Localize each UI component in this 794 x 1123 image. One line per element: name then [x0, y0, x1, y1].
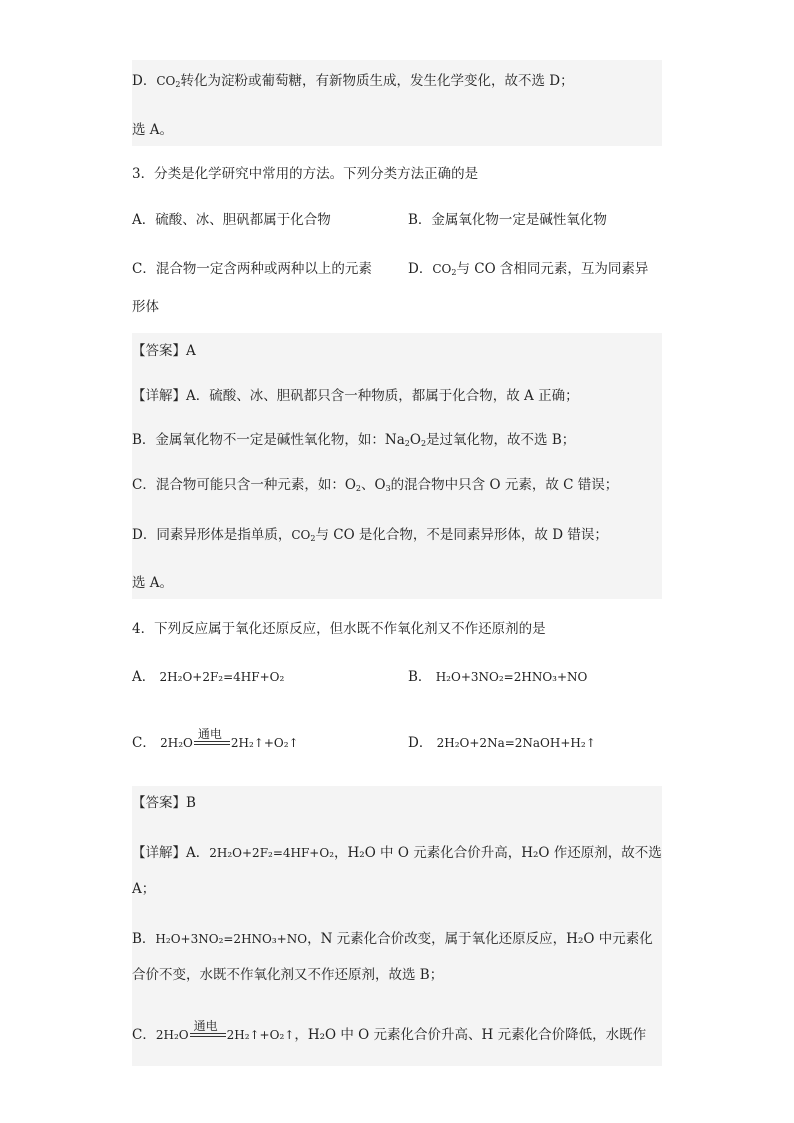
reaction-arrow: 通电	[190, 1030, 226, 1042]
select-line: 选 A。	[132, 122, 174, 138]
option-d: D．$CO_2$与 CO 含相同元素，互为同素异	[408, 261, 649, 277]
question-4-stem: 4．下列反应属于氧化还原反应，但水既不作氧化剂又不作还原剂的是	[132, 621, 546, 637]
question-4-options-cd	[132, 726, 662, 754]
detail-line: 【详解】A．2H₂O+2F₂=4HF+O₂，H₂O 中 O 元素化合价升高，H₂O 作还原剂，故不选	[132, 845, 662, 861]
answer-label: 【答案】A	[132, 343, 196, 359]
explanation-line: D．$CO_2$转化为淀粉或葡萄糖，有新物质生成，发生化学变化，故不选 D；	[132, 73, 574, 89]
question-3-stem: 3．分类是化学研究中常用的方法。下列分类方法正确的是	[132, 166, 479, 182]
option-b: B． H₂O+3NO₂=2HNO₃+NO	[408, 669, 588, 685]
detail-line: C．2H₂O 通电 2H₂↑+O₂↑，H₂O 中 O 元素化合价升高、H 元素化合价降低，水既作	[132, 1018, 647, 1043]
detail-line: D．同素异形体是指单质，$CO_2$与 CO 是化合物，不是同素异形体，故 D 错误；	[132, 527, 608, 543]
detail-line: C．混合物可能只含一种元素，如：$O_2$、$O_3$的混合物中只含 O 元素，故 C 错误；	[132, 477, 619, 493]
question-3-options-cd	[132, 258, 662, 280]
answer-shade	[132, 333, 662, 599]
detail-line: A；	[132, 881, 156, 897]
question-3-options-ab	[132, 209, 662, 231]
option-d-wrap: 形体	[132, 299, 159, 315]
option-c: C．混合物一定含两种或两种以上的元素	[132, 261, 372, 277]
option-d: D． 2H₂O+2Na=2NaOH+H₂↑	[408, 735, 596, 751]
detail-line: 【详解】A．硫酸、冰、胆矾都只含一种物质，都属于化合物，故 A 正确；	[132, 388, 579, 404]
option-c: C． 2H₂O 通电 2H₂↑+O₂↑	[132, 726, 299, 751]
detail-line: B．H₂O+3NO₂=2HNO₃+NO，N 元素化合价改变，属于氧化还原反应，H₂O 中元素化	[132, 931, 653, 947]
option-b: B．金属氧化物一定是碱性氧化物	[408, 212, 607, 228]
option-a: A． 2H₂O+2F₂=4HF+O₂	[132, 669, 285, 685]
answer-label: 【答案】B	[132, 795, 196, 811]
select-line: 选 A。	[132, 575, 174, 591]
detail-line: B．金属氧化物不一定是碱性氧化物，如：$Na_2O_2$是过氧化物，故不选 B；	[132, 432, 576, 448]
reaction-arrow: 通电	[194, 738, 230, 750]
option-a: A．硫酸、冰、胆矾都属于化合物	[132, 212, 331, 228]
detail-line: 合价不变，水既不作氧化剂又不作还原剂，故选 B；	[132, 967, 444, 983]
question-4-options-ab	[132, 666, 662, 688]
